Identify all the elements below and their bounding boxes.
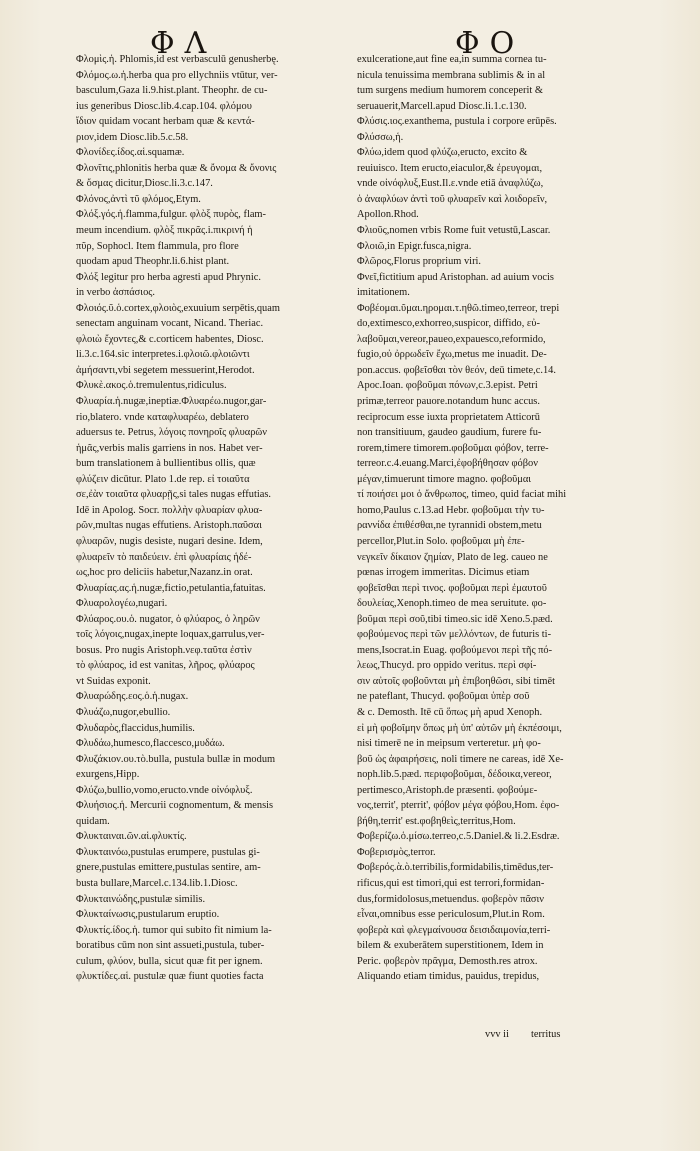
text-line: basculum,Gaza li.9.hist.plant. Theophr. de cu- <box>76 85 268 97</box>
text-line: Φλομὶς.ἡ. Phlomis,id est verbasculū genusherbę. <box>76 54 279 65</box>
page-footer <box>485 1029 560 1040</box>
text-line: in verbo ἀσπάσιος. <box>76 287 155 299</box>
text-line: Φλυκταιναι.ῶν.αἱ.φλυκτίς. <box>76 831 187 843</box>
text-line: Φλύσις.ιος.exanthema, pustula i corpore erūpēs. <box>357 116 557 128</box>
text-line: Φλυκτίς.ίδος.ἡ. tumor qui subito fit nimium la- <box>76 924 272 936</box>
text-line: μέγαν,timuerunt timore magno. φοβοῦμαι <box>357 473 532 485</box>
text-line: senectam anguinam vocant, Nicand. Theriac. <box>76 318 264 330</box>
text-line: gnere,pustulas emittere,pustulas sentire, am- <box>76 862 261 874</box>
text-line: rificus,qui est timori,qui est terrori,formidan- <box>357 877 545 889</box>
text-line: ἴδιον quidam vocant herbam quæ & κεντά- <box>76 116 255 128</box>
text-line: meum incendium. φλὸξ πικρᾶς.i.πικρινή ἡ <box>76 225 253 237</box>
text-line: Φλυκταινόω,pustulas erumpere, pustulas gi- <box>76 846 260 858</box>
text-line: reciprocum esse iuxta proprietatem Atticorū <box>357 411 540 423</box>
text-line: ius generibus Diosc.lib.4.cap.104. φλόμου <box>76 100 252 112</box>
text-line: percellor,Plut.in Solo. φοβοῦμαι μὴ ἐπε- <box>357 535 525 547</box>
text-line: Φλυκταίνωσις,pustularum eruptio. <box>76 909 220 921</box>
text-line: τί ποιήσει μοι ὁ ἄνθρωπος, timeo, quid faciat mihi <box>357 489 567 501</box>
text-line: Φλυαρώδης.εος.ὁ.ἡ.nugax. <box>76 691 189 703</box>
text-line: pœnas irrogem immeritas. Dicimus etiam <box>357 567 530 579</box>
text-line: φοβερὰ καὶ φλεγμαίνουσα δεισιδαιμονία,terri- <box>357 924 551 936</box>
text-line: quidam. <box>76 815 110 827</box>
text-line: δουλείας,Xenoph.timeo de mea seruitute. φο- <box>357 598 547 610</box>
text-line: Φλυζάκιον.ου.τὸ.bulla, pustula bullæ in modum <box>76 753 276 765</box>
text-line: Φλυάζω,nugor,ebullio. <box>76 706 171 718</box>
text-line: φοβούμενος περὶ τῶν μελλόντων, de futuris ti- <box>357 629 552 641</box>
text-line: λεως,Thucyd. pro oppido veritus. περὶ σφί- <box>357 660 537 672</box>
text-line: εἶναι,omnibus esse periculosum,Plut.in Rom. <box>357 909 545 921</box>
text-line: primæ,terreor pauore.notandum hunc accus. <box>357 396 540 408</box>
left-column <box>76 52 351 985</box>
signature-mark: vvv ii <box>485 1029 509 1040</box>
text-line: Φλοιός.ῦ.ὁ.cortex,φλοιὸς,exuuium serpētis,quam <box>76 302 280 314</box>
text-line: Apollon.Rhod. <box>357 209 419 221</box>
text-line: Aliquando etiam timidus, pauidus, trepidus, <box>357 971 540 983</box>
text-line: reuiuisco. Item eructo,eiaculor,& ἐρευγομαι, <box>357 162 543 174</box>
text-line: βοῦ ὡς ἀφαιρήσεις, noli timere ne careas, idē Xe- <box>357 753 564 765</box>
text-line: νεγκεῖν δίκαιον ζημίαν, Plato de leg. caueo ne <box>357 551 548 563</box>
text-line: λαβοῦμαι,vereor,paueo,expauesco,reformido, <box>357 333 546 345</box>
text-line: ἀμήσαντι,vbi segetem messuerint,Herodot. <box>76 364 255 376</box>
text-line: nicula tenuissima membrana sublimis & in al <box>357 69 546 81</box>
text-line: seruauerit,Marcell.apud Diosc.li.1.c.130. <box>357 100 527 112</box>
text-line: & c. Demosth. Itē cū ὅπως μὴ apud Xenoph. <box>357 706 543 718</box>
text-line: vnde οἰνόφλυξ,Eust.Il.ε.vnde etiā ἀναφλύζω, <box>357 178 544 190</box>
text-line: σιν αὐτοῖς φοβοῦνται μὴ ἐπιβοηθῶσι, sibi timēt <box>357 675 555 687</box>
text-line: ὁ ἀναφλύων ἀντὶ τοῦ φλυαρεῖν καὶ λοιδορεῖν, <box>357 193 548 205</box>
text-line: φοβεῖσθαι περὶ τινος. φοβοῦμαι περὶ ἐμαυτοῦ <box>357 582 547 594</box>
text-line: imitationem. <box>357 287 410 299</box>
text-line: rorem,timere timorem.φοβοῦμαι φόβον, terre- <box>357 442 549 454</box>
text-line: bilem & exuberātem superstitionem, Idem in <box>357 940 544 952</box>
text-line: τὸ φλύαρος, id est vanitas, λῆρος, φλύαρος <box>76 660 255 672</box>
text-line: Φλύζω,bullio,vomo,eructo.vnde οἰνόφλυξ. <box>76 784 253 796</box>
text-line: Peric. φοβερὸν πρᾶγμα, Demosth.res atrox. <box>357 955 538 967</box>
text-line: non transitiuum, gaudeo gaudium, furere fu- <box>357 427 542 439</box>
text-line: ριον,idem Diosc.lib.5.c.58. <box>76 131 189 143</box>
text-line: Φλύω,idem quod φλύζω,eructo, excito & <box>357 147 528 159</box>
text-line: busta bullare,Marcel.c.134.lib.1.Diosc. <box>76 877 238 889</box>
text-line: βήθη,territ' est.φοβηθεὶς,territus,Hom. <box>357 815 516 827</box>
text-line: Φοβερισμὸς,terror. <box>357 846 436 858</box>
text-line: Φλυκὲ.ακος.ὁ.tremulentus,ridiculus. <box>76 380 227 392</box>
text-line: rio,blatero. vnde καταφλυαρέω, deblatero <box>76 411 249 423</box>
text-line: Φλυαρία.ἡ.nugæ,ineptiæ.Φλυαρέω.nugor,gar- <box>76 396 267 408</box>
text-line: ραννίδα ἐπιθέσθαι,ne tyrannidi obstem,metu <box>357 520 542 532</box>
text-line: aduersus te. Petrus, λόγοις πονηροῖς φλυαρῶν <box>76 427 267 439</box>
text-line: πῦρ, Sophocl. Item flammula, pro flore <box>76 240 239 252</box>
text-line: Φλυαρίας.ας.ἡ.nugæ,fictio,petulantia,fatuitas. <box>76 582 266 594</box>
text-line: φλυαρῶν, nugis desiste, nugari desine. Idem, <box>76 535 263 547</box>
text-line: dus,formidolosus,metuendus. φοβερὸν πᾶσιν <box>357 893 544 905</box>
text-line: φλύζειν dicūtur. Plato 1.de rep. εἰ τοιαῦτα <box>76 473 250 485</box>
text-line: Φλυκταινώδης,pustulæ similis. <box>76 893 206 905</box>
text-line: βοῦμαι περὶ σοῦ,tibi timeo.sic idē Xeno.5.pæd. <box>357 613 553 625</box>
right-column <box>357 52 625 985</box>
text-line: ρῶν,multas nugas effutiens. Aristoph.παῦσαι <box>76 520 262 532</box>
text-line: terreor.c.4.euang.Marci,ἐφοβήθησαν φόβον <box>357 458 538 470</box>
text-line: Φλόνος,ἀντὶ τῦ φλόμος,Etym. <box>76 193 201 205</box>
running-head-right: ΦΟ <box>455 26 525 61</box>
text-line: ἡμᾶς,verbis malis garriens in nos. Habet ver- <box>76 442 263 454</box>
text-line: exulceratione,aut fine ea,in summa cornea tu- <box>357 54 547 65</box>
text-line: bum translationem à bullientibus ollis, quæ <box>76 458 256 470</box>
text-line: do,extimesco,exhorreo,suspicor, diffido, εὐ- <box>357 318 540 330</box>
text-line: bosus. Pro nugis Aristoph.νεφ.ταῦτα ἐστὶν <box>76 644 252 656</box>
text-line: Φλόξ.γός.ἡ.flamma,fulgur. φλὸξ πυρὸς, flam- <box>76 209 266 221</box>
text-line: Φοβερός.ὰ.ὸ.terribilis,formidabilis,timēdus,ter- <box>357 862 554 874</box>
running-head-left: ΦΛ <box>150 26 217 61</box>
text-line: Idē in Apolog. Socr. πολλὴν φλυαρίαν φλυα- <box>76 504 263 516</box>
text-line: Φλυδαρὸς,flaccidus,humilis. <box>76 722 195 734</box>
text-line: Φλονίδες.ίδος.αἱ.squamæ. <box>76 147 185 159</box>
text-line: Φοβερίζω.ὁ.μίσω.terreo,c.5.Daniel.& li.2.Esdræ. <box>357 831 560 843</box>
text-line: Φλιοῦς,nomen vrbis Rome fuit vetustū,Lascar. <box>357 225 551 237</box>
text-line: σε,ἐὰν τοιαῦτα φλυαρῇς,si tales nugas effutias. <box>76 489 271 501</box>
text-line: Φλυαρολογέω,nugari. <box>76 598 168 610</box>
text-line: Φλοιῶ,in Epigr.fusca,nigra. <box>357 240 472 252</box>
text-line: quodam apud Theophr.li.6.hist plant. <box>76 256 230 268</box>
text-line: boratibus cūm non sint assueti,pustula, tuber- <box>76 940 265 952</box>
text-line: homo,Paulus c.13.ad Hebr. φοβοῦμαι τὴν τυ- <box>357 504 545 516</box>
text-line: pon.accus. φοβεῖσθαι τὸν θεόν, deū timete,c.14. <box>357 364 556 376</box>
text-line: Φλόμος.ω.ἡ.herba qua pro ellychniis vtūtur, ver- <box>76 69 278 81</box>
text-line: tum surgens medium humorem conceperit & <box>357 85 543 97</box>
text-line: εἰ μὴ φοβοῖμην ὅπως μὴ ὑπ' αὐτῶν μὴ ἐκπέσοιμι, <box>357 722 562 734</box>
text-line: φλυκτίδες.αἱ. pustulæ quæ fiunt quoties facta <box>76 971 264 983</box>
text-line: ne pateflant, Thucyd. φοβοῦμαι ὑπὲρ σοῦ <box>357 691 530 703</box>
text-line: τοῖς λόγοις,nugax,inepte loquax,garrulus,ver- <box>76 629 265 641</box>
text-line: Φλυήσιος.ἡ. Mercurii cognomentum, & mensis <box>76 800 274 812</box>
text-line: noph.lib.5.pæd. περιφοβοῦμαι, δέδοικα,vereor, <box>357 769 552 781</box>
text-line: Apoc.Ioan. φοβοῦμαι πόνων,c.3.epist. Petri <box>357 380 538 392</box>
text-line: Φλύσσω,ἡ. <box>357 131 404 143</box>
text-line: Φλύαρος.ου.ὁ. nugator, ὁ φλύαρος, ὁ ληρῶν <box>76 613 260 625</box>
text-line: & ὄσμας dicitur,Diosc.li.3.c.147. <box>76 178 213 190</box>
text-line: φλυαρεῖν τὸ παιδεύειν. ἐπὶ φλυαρίαις ἡδέ- <box>76 551 252 563</box>
text-line: Φλόξ legitur pro herba agresti apud Phrynic. <box>76 271 261 283</box>
text-line: pertimesco,Aristoph.de præsenti. φοβούμε- <box>357 784 538 796</box>
text-line: li.3.c.164.sic interpretes.i.φλοιῶ.φλοιῶντι <box>76 349 250 361</box>
text-line: Φνεῖ,fictitium apud Aristophan. ad auium vocis <box>357 271 554 283</box>
text-line: vt Suidas exponit. <box>76 675 151 687</box>
text-line: Φοβέομαι.ῦμαι.ηρομαι.τ.ηθῶ.timeo,terreor, trepi <box>357 302 560 314</box>
text-line: fugio,οὐ ὀρρωδεῖν ἔχω,metus me inuadit. De- <box>357 349 547 361</box>
text-line: ως,hoc pro deliciis habetur,Nazanz.in orat. <box>76 567 253 579</box>
text-line: Φλυδάω,humesco,flaccesco,μυδάω. <box>76 738 225 750</box>
text-line: exurgens,Hipp. <box>76 769 140 781</box>
text-line: νος,territ', pterrit', φόβον μέγα φόβου,Hom. ἐφο- <box>357 800 560 812</box>
text-line: culum, φλύον, bulla, sicut quæ fit per ignem. <box>76 955 263 967</box>
text-line: nisi timerē ne in meipsum verteretur. μὴ φο- <box>357 738 541 750</box>
catchword: territus <box>530 1029 561 1040</box>
text-line: φλοιὼ ἔχοντες,& c.corticem habentes, Diosc. <box>76 333 264 345</box>
text-line: mens,Isocrat.in Euag. φοβούμενοι περὶ τῆς πό- <box>357 644 553 656</box>
text-line: Φλῶρος,Florus proprium viri. <box>357 256 482 268</box>
text-line: Φλονῖτις,phlonitis herba quæ & ὄνομα & ὄνονις <box>76 162 277 174</box>
